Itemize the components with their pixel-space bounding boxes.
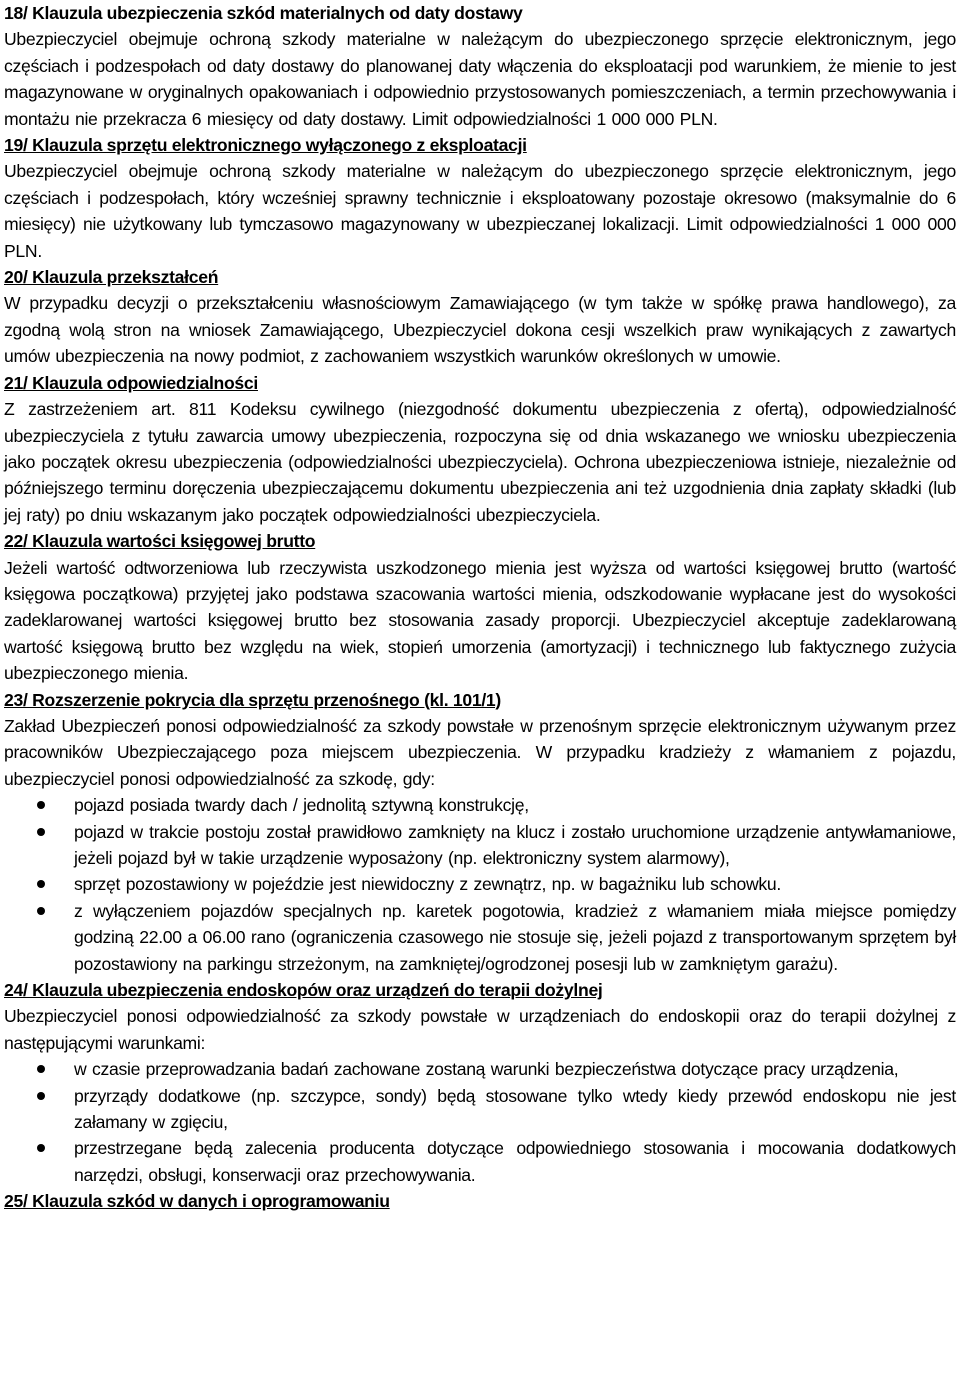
bullet-list xyxy=(4,1056,956,1188)
list-item-text: z wyłączeniem pojazdów specjalnych np. karetek pogotowia, kradzież z włamaniem miała miejsce pomiędzy godziną 22.00 a 06.00 rano (ograniczenia czasowego nie stosuje się, jeżeli pojazd z transportowanym sprzętem był pozostawiony na parkingu strzeżonym, na zamkniętej/ogrodzonej posesji lub w zamkniętym garażu). xyxy=(74,900,956,974)
section-body: Z zastrzeżeniem art. 811 Kodeksu cywilnego (niezgodność dokumentu ubezpieczenia z ofertą), odpowiedzialność ubezpieczyciela z tytułu zawarcia umowy ubezpieczenia, rozpoczyna się od dnia wskazanego we wniosku ubezpieczenia jako początek okresu ubezpieczenia (odpowiedzialności ubezpieczyciela). Ochrona ubezpieczeniowa istnieje, niezależnie od późniejszego terminu doręczenia ubezpieczającemu dokumentu ubezpieczenia ani też uzgodnienia dnia zapłaty składki (lub jej raty) po dniu wskazanym jako początek odpowiedzialności ubezpieczyciela. xyxy=(4,399,956,525)
list-item-text: sprzęt pozostawiony w pojeździe jest niewidoczny z zewnątrz, np. w bagażniku lub schowku. xyxy=(74,874,782,895)
section-body: W przypadku decyzji o przekształceniu własnościowym Zamawiającego (w tym także w spółkę prawa handlowego), za zgodną wolą stron na wniosek Zamawiającego, Ubezpieczyciel dokona cesji wszelkich praw wynikających z zawartych umów ubezpieczenia na nowy podmiot, z zachowaniem wszystkich warunków określonych w umowie. xyxy=(4,293,956,367)
section-body: Jeżeli wartość odtworzeniowa lub rzeczywista uszkodzonego mienia jest wyższa od wartości księgowej brutto (wartość księgowa początkowa) przyjętej jako podstawa szacowania wartości mienia, odszkodowanie wypłacane jest do wysokości zadeklarowanej wartości księgowej brutto bez stosowania zasady proporcji. Ubezpieczyciel akceptuje zadeklarowaną wartość księgową brutto bez względu na wiek, stopień umorzenia (amortyzacji) i technicznego lub faktycznego zużycia ubezpieczonego mienia. xyxy=(4,557,956,684)
list-item xyxy=(74,792,956,818)
bullet-icon xyxy=(37,801,45,809)
section-heading: 19/ Klauzula sprzętu elektronicznego wyłączonego z eksploatacji xyxy=(4,135,527,156)
section-heading: 22/ Klauzula wartości księgowej brutto xyxy=(4,531,316,552)
list-item xyxy=(74,871,956,897)
section-22 xyxy=(4,528,956,686)
bullet-icon xyxy=(37,1144,45,1152)
section-18 xyxy=(4,0,956,132)
section-25 xyxy=(4,1188,956,1214)
section-body: Ubezpieczyciel obejmuje ochroną szkody materialne w należącym do ubezpieczonego sprzęcie elektronicznym, jego częściach i podzespołach od daty dostawy do planowanej daty włączenia do eksploatacji pod warunkiem, że mienie to jest magazynowane w oryginalnych opakowaniach i odpowiednio przystosowanych pomieszczeniach, a termin przechowywania i montażu nie przekracza 6 miesięcy od daty dostawy. Limit odpowiedzialności 1 000 000 PLN. xyxy=(4,29,956,129)
section-heading: 24/ Klauzula ubezpieczenia endoskopów oraz urządzeń do terapii dożylnej xyxy=(4,980,603,1001)
section-21 xyxy=(4,370,956,528)
list-item xyxy=(74,819,956,872)
section-body: Ubezpieczyciel obejmuje ochroną szkody materialne w należącym do ubezpieczonego sprzęcie elektronicznym, jego częściach i podzespołach, który wcześniej sprawny technicznie i eksploatowany pozostaje okresowo (maksymalnie do 6 miesięcy) nie użytkowany lub tymczasowo magazynowany w ubezpieczanej lokalizacji. Limit odpowiedzialności 1 000 000 PLN. xyxy=(4,161,956,261)
bullet-icon xyxy=(37,1092,45,1100)
list-item-text: przyrządy dodatkowe (np. szczypce, sondy) będą stosowane tylko wtedy kiedy przewód endoskopu nie jest załamany w zgięciu, xyxy=(74,1085,956,1133)
section-heading: 23/ Rozszerzenie pokrycia dla sprzętu przenośnego (kl. 101/1) xyxy=(4,689,501,710)
bullet-icon xyxy=(37,828,45,836)
list-item xyxy=(74,1083,956,1136)
list-item-text: pojazd w trakcie postoju został prawidłowo zamknięty na klucz i zostało uruchomione urządzenie antywłamaniowe, jeżeli pojazd był w takie urządzenie wyposażony (np. elektroniczny system alarmowy), xyxy=(74,821,956,868)
list-item-text: przestrzegane będą zalecenia producenta dotyczące odpowiedniego stosowania i mocowania dodatkowych narzędzi, obsługi, konserwacji oraz przechowywania. xyxy=(74,1138,956,1185)
bullet-icon xyxy=(37,880,45,888)
list-item xyxy=(74,1135,956,1188)
section-23 xyxy=(4,687,956,977)
bullet-icon xyxy=(37,1065,45,1073)
section-body: Zakład Ubezpieczeń ponosi odpowiedzialność za szkody powstałe w przenośnym sprzęcie elektronicznym używanym przez pracowników Ubezpieczającego poza miejscem ubezpieczenia. W przypadku kradzieży z włamaniem z pojazdu, ubezpieczyciel ponosi odpowiedzialność za szkodę, gdy: xyxy=(4,715,956,789)
list-item-text: w czasie przeprowadzania badań zachowane zostaną warunki bezpieczeństwa dotyczące pracy urządzenia, xyxy=(74,1059,899,1080)
section-20 xyxy=(4,264,956,370)
section-heading: 18/ Klauzula ubezpieczenia szkód materialnych od daty dostawy xyxy=(4,3,523,23)
section-body: Ubezpieczyciel ponosi odpowiedzialność za szkody powstałe w urządzeniach do endoskopii oraz do terapii dożylnej z następującymi warunkami: xyxy=(4,1006,956,1053)
section-heading: 20/ Klauzula przekształceń xyxy=(4,267,219,288)
list-item xyxy=(74,898,956,977)
section-19 xyxy=(4,132,956,264)
list-item-text: pojazd posiada twardy dach / jednolitą sztywną konstrukcję, xyxy=(74,795,529,816)
bullet-icon xyxy=(37,907,45,915)
section-heading: 21/ Klauzula odpowiedzialności xyxy=(4,372,258,393)
list-item xyxy=(74,1056,956,1082)
section-24 xyxy=(4,977,956,1188)
section-heading: 25/ Klauzula szkód w danych i oprogramowaniu xyxy=(4,1191,390,1212)
bullet-list xyxy=(4,792,956,977)
